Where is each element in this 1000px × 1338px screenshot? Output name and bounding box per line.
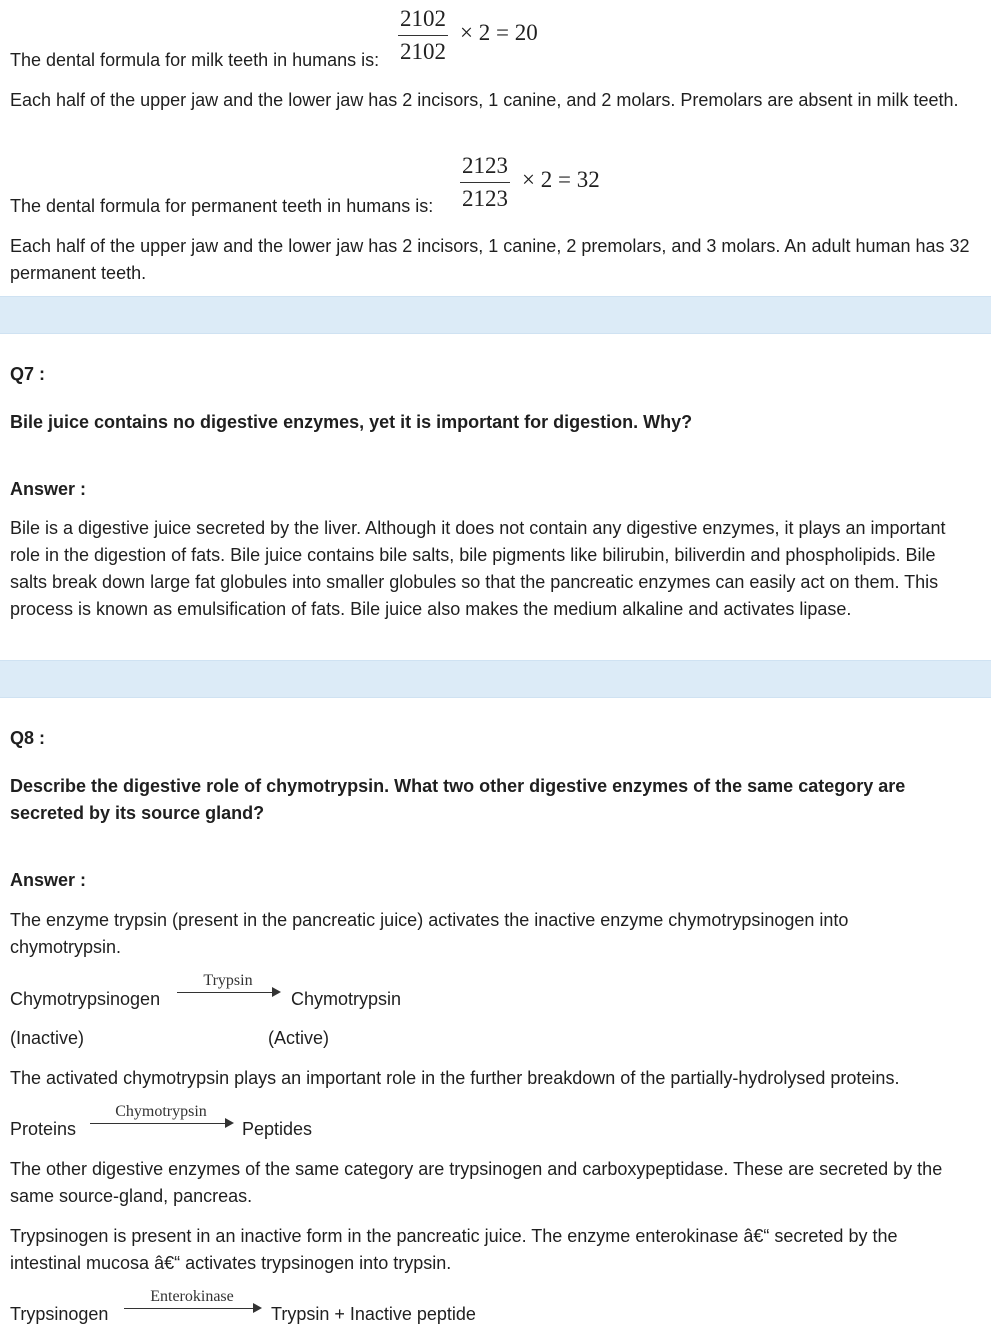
permanent-formula-numerator: 2123 (460, 153, 510, 183)
q8-answer-paragraph-4: Trypsinogen is present in an inactive form in the pancreatic juice. The enzyme enterokinase â€“ secreted by the intestinal mucosa â€“ activates trypsinogen into trypsin. (10, 1226, 898, 1273)
q7-answer-text: Bile is a digestive juice secreted by the liver. Although it does not contain any digestive enzymes, it plays an important role in the digestion of fats. Bile juice contains bile salts, bile pigments like bilirubin, biliverdin and phospholipids. Bile salts break down large fat globules into smaller globules so that the pancreatic enzymes can easily act on them. This process is known as emulsification of fats. Bile juice also makes the medium alkaline and activates lipase. (10, 518, 946, 619)
reaction3-product: Trypsin + Inactive peptide (271, 1304, 476, 1324)
reaction3-arrow (124, 1308, 260, 1309)
reaction1-substrate: Chymotrypsinogen (10, 989, 161, 1009)
q8-answer-paragraph-2: The activated chymotrypsin plays an important role in the further breakdown of the partially-hydrolysed proteins. (10, 1068, 900, 1088)
q7-answer-label: Answer : (10, 479, 87, 499)
milk-formula-denominator: 2102 (400, 39, 446, 64)
milk-formula-numerator: 2102 (398, 6, 448, 36)
milk-formula-label: The dental formula for milk teeth in humans is: (10, 50, 380, 70)
q8-answer-label: Answer : (10, 870, 87, 890)
permanent-formula-multiplier: × 2 = 32 (522, 167, 600, 192)
section-divider-band (0, 296, 991, 334)
q8-answer-paragraph-3: The other digestive enzymes of the same category are trypsinogen and carboxypeptidase. These are secreted by the same source-gland, pancreas. (10, 1159, 943, 1206)
section-divider-band (0, 660, 991, 698)
milk-formula-fraction (398, 6, 448, 65)
q8-answer-paragraph-1: The enzyme trypsin (present in the pancreatic juice) activates the inactive enzyme chymotrypsinogen into chymotrypsin. (10, 910, 849, 957)
q8-question: Describe the digestive role of chymotrypsin. What two other digestive enzymes of the same category are secreted by its source gland? (10, 776, 906, 823)
permanent-formula-label: The dental formula for permanent teeth in humans is: (10, 196, 434, 216)
milk-formula-multiplier: × 2 = 20 (460, 20, 538, 45)
reaction2-substrate: Proteins (10, 1119, 77, 1139)
permanent-formula-denominator: 2123 (462, 186, 508, 211)
reaction1-substrate-state: (Inactive) (10, 1028, 85, 1048)
reaction2-arrow (90, 1123, 232, 1124)
reaction1-product-state: (Active) (268, 1028, 330, 1048)
q7-number: Q7 : (10, 364, 46, 384)
reaction1-arrow (177, 992, 279, 993)
q7-question: Bile juice contains no digestive enzymes, yet it is important for digestion. Why? (10, 412, 693, 432)
reaction1-enzyme-label: Trypsin (203, 972, 253, 989)
reaction3-substrate: Trypsinogen (10, 1304, 109, 1324)
milk-formula-explanation: Each half of the upper jaw and the lower jaw has 2 incisors, 1 canine, and 2 molars. Premolars are absent in milk teeth. (10, 90, 959, 110)
reaction3-enzyme-label: Enterokinase (150, 1288, 234, 1305)
reaction2-product: Peptides (242, 1119, 313, 1139)
reaction1-product: Chymotrypsin (291, 989, 402, 1009)
q8-number: Q8 : (10, 728, 46, 748)
reaction2-enzyme-label: Chymotrypsin (115, 1103, 207, 1120)
permanent-formula-fraction (460, 153, 510, 212)
permanent-formula-explanation: Each half of the upper jaw and the lower jaw has 2 incisors, 1 canine, 2 premolars, and 3 molars. An adult human has 32 permanent teeth. (10, 236, 970, 283)
